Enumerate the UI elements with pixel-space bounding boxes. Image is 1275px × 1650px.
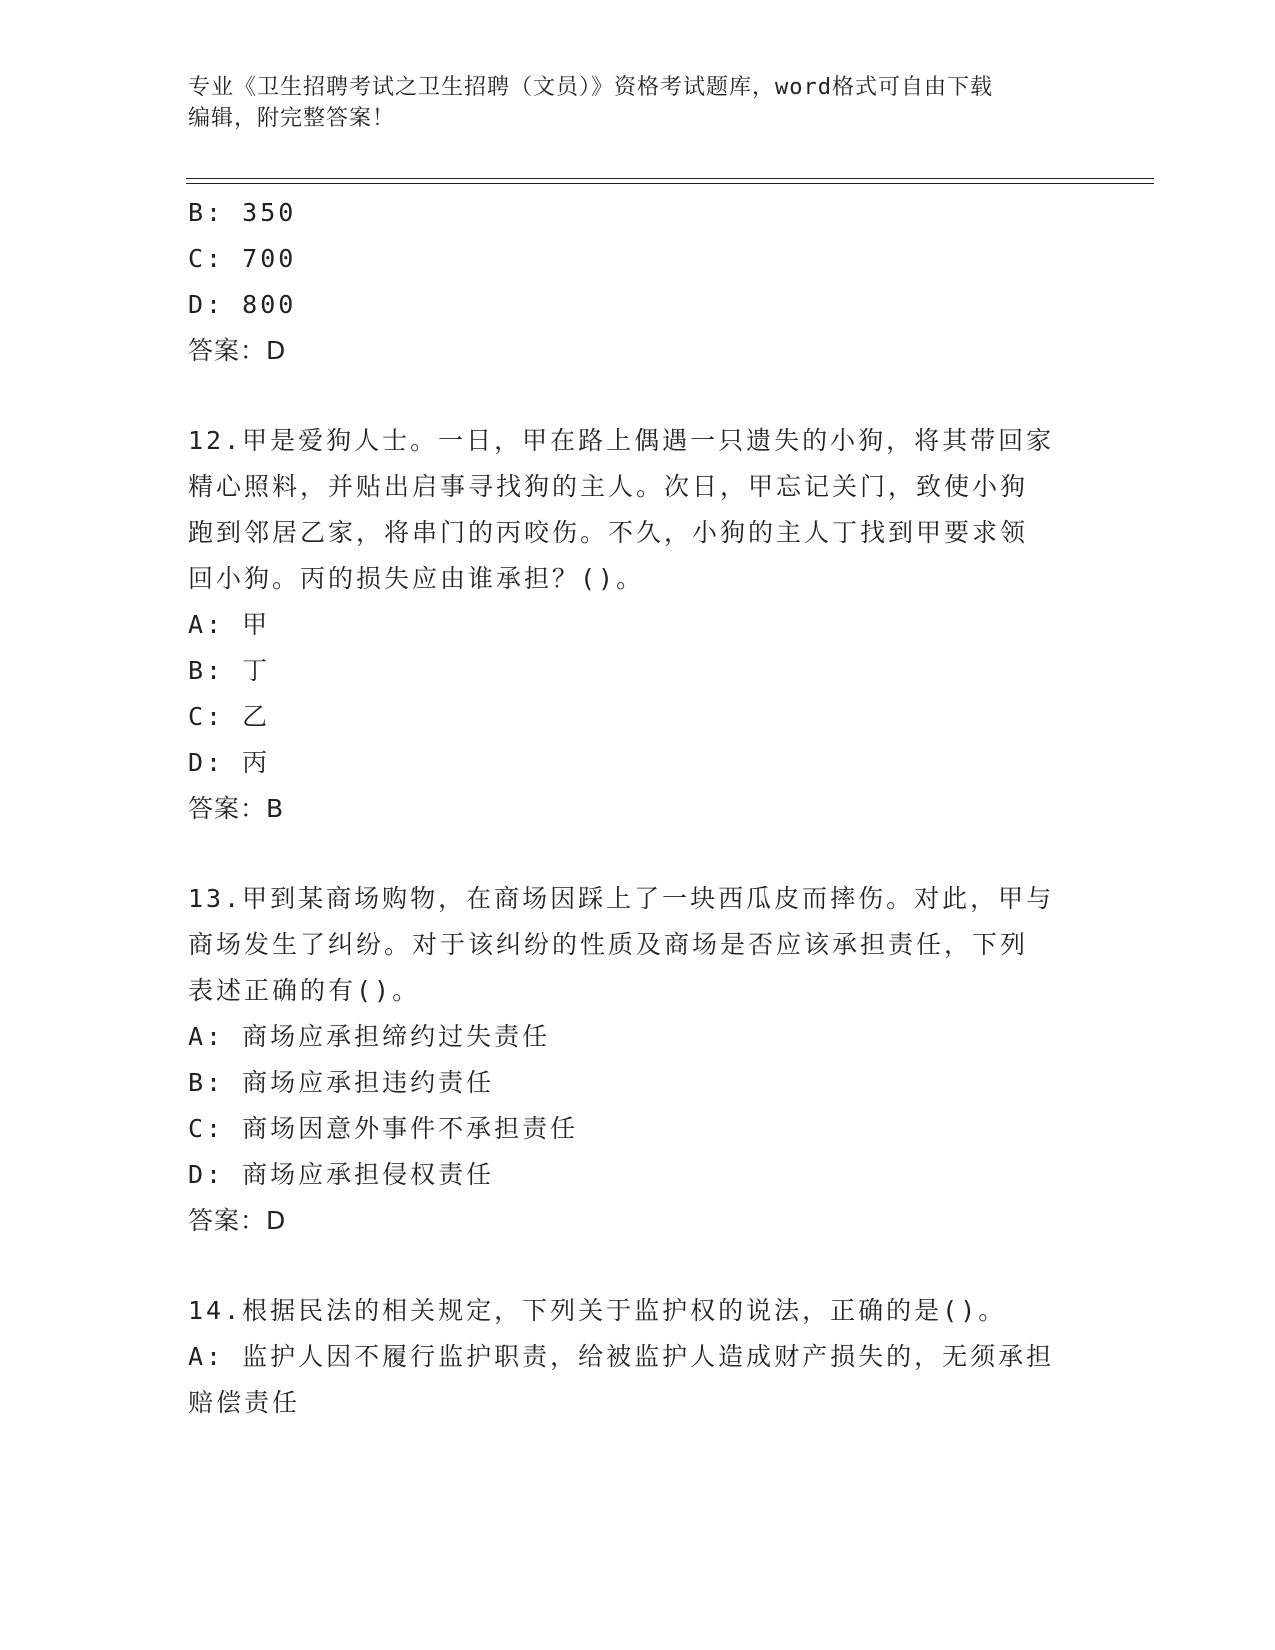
question-text-line: 13.甲到某商场购物，在商场因踩上了一块西瓜皮而摔伤。对此，甲与 — [188, 884, 1055, 913]
answer-line: 答案：D — [188, 1206, 287, 1235]
header-line-1: 专业《卫生招聘考试之卫生招聘（文员）》资格考试题库，word格式可自由下载 — [188, 75, 993, 100]
question-12 — [188, 418, 1088, 832]
question-text-line: 回小狗。丙的损失应由谁承担？()。 — [188, 564, 645, 593]
option-d: D: 丙 — [188, 748, 271, 777]
question-13 — [188, 876, 1088, 1244]
option-b: B: 商场应承担违约责任 — [188, 1068, 495, 1097]
question-text-line: 跑到邻居乙家，将串门的丙咬伤。不久，小狗的主人丁找到甲要求领 — [188, 518, 1029, 547]
header-divider-top — [186, 178, 1154, 179]
question-text-line: 商场发生了纠纷。对于该纠纷的性质及商场是否应该承担责任，下列 — [188, 930, 1029, 959]
option-a: A: 甲 — [188, 610, 271, 639]
question-text-line: 精心照料，并贴出启事寻找狗的主人。次日，甲忘记关门，致使小狗 — [188, 472, 1029, 501]
header-divider-bottom — [186, 183, 1154, 184]
question-11-tail — [188, 190, 1088, 374]
option-a-continued: 赔偿责任 — [188, 1388, 301, 1417]
question-14 — [188, 1288, 1088, 1426]
answer-line: 答案：B — [188, 794, 285, 823]
header-line-2: 编辑，附完整答案！ — [188, 106, 396, 131]
question-text-line: 表述正确的有()。 — [188, 976, 421, 1005]
option-b: B: 丁 — [188, 656, 271, 685]
answer-line: 答案：D — [188, 336, 287, 365]
option-c: C: 700 — [188, 244, 297, 273]
option-d: D: 商场应承担侵权责任 — [188, 1160, 495, 1189]
option-a: A: 商场应承担缔约过失责任 — [188, 1022, 551, 1051]
option-c: C: 乙 — [188, 702, 271, 731]
option-c: C: 商场因意外事件不承担责任 — [188, 1114, 579, 1143]
question-text-line: 12.甲是爱狗人士。一日，甲在路上偶遇一只遗失的小狗，将其带回家 — [188, 426, 1055, 455]
question-body — [188, 190, 1088, 1426]
question-text-line: 14.根据民法的相关规定，下列关于监护权的说法，正确的是()。 — [188, 1296, 1007, 1325]
option-b: B: 350 — [188, 198, 297, 227]
option-a: A: 监护人因不履行监护职责，给被监护人造成财产损失的，无须承担 — [188, 1342, 1055, 1371]
document-header — [188, 72, 1088, 134]
option-d: D: 800 — [188, 290, 297, 319]
